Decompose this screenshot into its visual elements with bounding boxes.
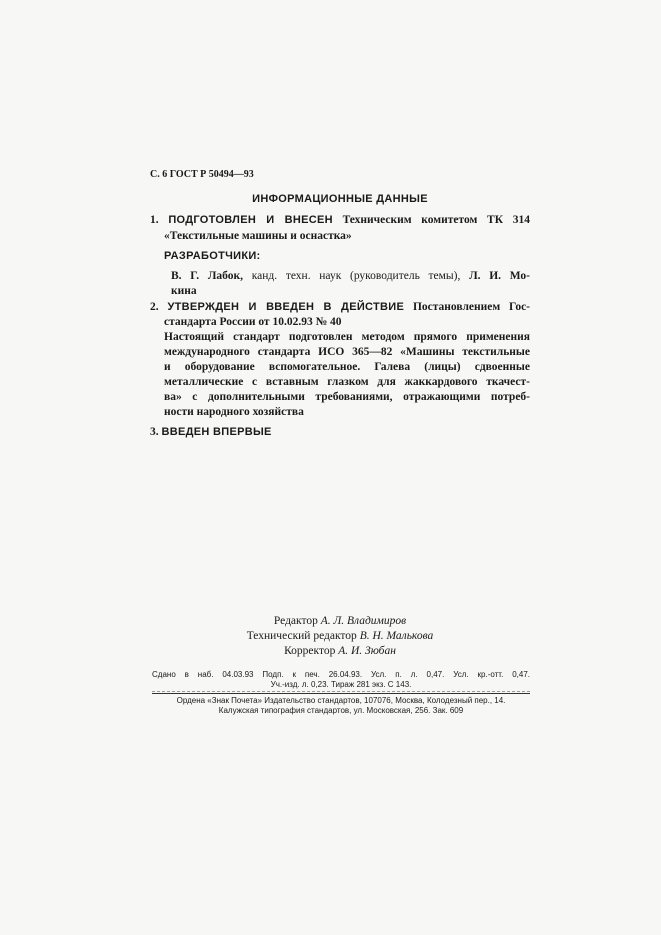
- item-2-line: Настоящий стандарт подготовлен методом прямого применения: [164, 331, 530, 343]
- item-2: [150, 300, 530, 314]
- item-number: 3.: [150, 426, 159, 438]
- standard-number: ГОСТ Р 50494—93: [169, 169, 254, 180]
- item-text: Техническим комитетом ТК 314: [342, 214, 530, 226]
- developers-heading: РАЗРАБОТЧИКИ:: [164, 250, 261, 262]
- imprint-line1: Сдано в наб. 04.03.93 Подп. к печ. 26.04.93. Усл. п. л. 0,47. Усл. кр.-отт. 0,47.: [152, 670, 530, 679]
- item-number: 1.: [150, 214, 159, 226]
- developers-line1: [171, 269, 530, 283]
- developer-role: канд. техн. наук (руководитель темы),: [251, 270, 461, 282]
- item-heading: ВВЕДЕН ВПЕРВЫЕ: [161, 426, 272, 438]
- imprint-line3: Ордена «Знак Почета» Издательство стандартов, 107076, Москва, Колодезный пер., 14.: [176, 696, 506, 705]
- credit-corrector: [150, 644, 530, 658]
- credit-role: Корректор: [284, 645, 336, 657]
- credit-name: В. Н. Малькова: [359, 630, 434, 642]
- imprint-line2: Уч.-изд. л. 0,23. Тираж 281 экз. С 143.: [270, 680, 412, 689]
- developer-name: В. Г. Лабок,: [171, 270, 244, 282]
- item-2-line: стандарта России от 10.02.93 № 40: [164, 316, 342, 328]
- item-2-line: и оборудование вспомогательное. Галева (лицы) сдвоенные: [164, 361, 530, 373]
- credit-name: А. И. Зюбан: [338, 645, 396, 657]
- developer-name: Л. И. Мо-: [469, 270, 531, 282]
- item-heading: УТВЕРЖДЕН И ВВЕДЕН В ДЕЙСТВИЕ: [167, 301, 405, 313]
- item-2-line: металлические с вставным глазком для жаккардового ткачест-: [164, 376, 530, 388]
- credit-tech-editor: [150, 629, 530, 643]
- page-header: [150, 168, 254, 182]
- item-3: [150, 425, 272, 439]
- dashed-divider: [152, 691, 530, 692]
- item-2-line: ва» с дополнительными требованиями, отражающими потреб-: [164, 391, 530, 403]
- item-heading: ПОДГОТОВЛЕН И ВНЕСЕН: [168, 214, 333, 226]
- divider: [152, 693, 530, 694]
- item-2-line: ности народного хозяйства: [164, 406, 304, 418]
- item-1: [150, 213, 530, 227]
- credit-role: Технический редактор: [246, 630, 357, 642]
- item-2-line: международного стандарта ИСО 365—82 «Машины текстильные: [164, 346, 530, 358]
- credit-role: Редактор: [273, 615, 318, 627]
- credit-name: А. Л. Владимиров: [320, 615, 407, 627]
- item-1-line2: «Текстильные машины и оснастка»: [164, 230, 352, 242]
- developers-line2: кина: [171, 285, 197, 297]
- imprint-line4: Калужская типография стандартов, ул. Московская, 256. Зак. 609: [218, 706, 464, 715]
- credit-editor: [150, 614, 530, 628]
- page-title: ИНФОРМАЦИОННЫЕ ДАННЫЕ: [252, 193, 428, 205]
- item-text: Постановлением Гос-: [412, 301, 530, 313]
- item-number: 2.: [150, 301, 159, 313]
- page-number: С. 6: [150, 169, 168, 180]
